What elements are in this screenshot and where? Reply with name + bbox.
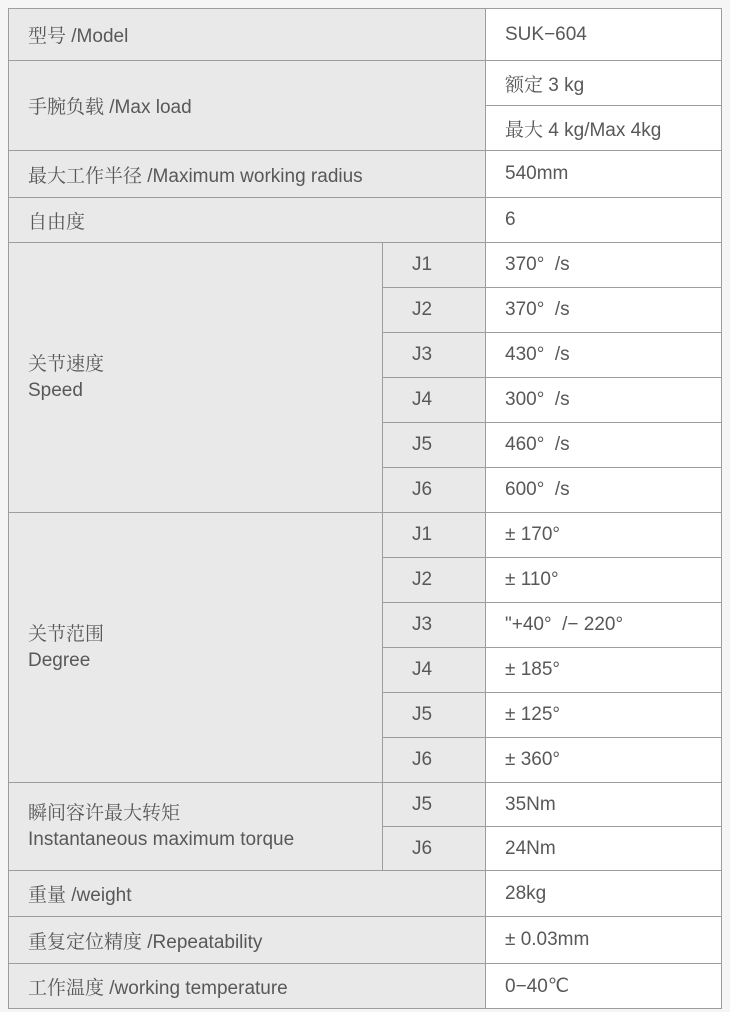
speed-j1-value: 370° /s <box>486 243 722 288</box>
degree-label <box>9 513 383 783</box>
speed-j5-joint: J5 <box>383 423 486 468</box>
weight-value: 28kg <box>486 871 722 917</box>
table-row-dof <box>9 198 722 243</box>
degree-j2-joint: J2 <box>383 558 486 603</box>
temperature-value: 0−40℃ <box>486 964 722 1009</box>
torque-label-en: Instantaneous maximum torque <box>28 828 295 850</box>
speed-j3-joint: J3 <box>383 333 486 378</box>
max-load-max-value: 最大 4 kg/Max 4kg <box>486 106 722 151</box>
degree-j4-value: ± 185° <box>486 648 722 693</box>
table-row-torque-j5 <box>9 783 722 827</box>
degree-j6-joint: J6 <box>383 738 486 783</box>
speed-j6-joint: J6 <box>383 468 486 513</box>
table-row-max-load <box>9 61 722 106</box>
temperature-label: 工作温度 /working temperature <box>9 964 486 1009</box>
dof-value: 6 <box>486 198 722 243</box>
radius-label: 最大工作半径 /Maximum working radius <box>9 151 486 198</box>
degree-j5-value: ± 125° <box>486 693 722 738</box>
torque-j5-joint: J5 <box>383 783 486 827</box>
weight-label: 重量 /weight <box>9 871 486 917</box>
degree-j3-joint: J3 <box>383 603 486 648</box>
speed-j2-value: 370° /s <box>486 288 722 333</box>
speed-j5-value: 460° /s <box>486 423 722 468</box>
torque-label <box>9 783 383 871</box>
dof-label: 自由度 <box>9 198 486 243</box>
table-row-degree-j1 <box>9 513 722 558</box>
degree-j4-joint: J4 <box>383 648 486 693</box>
table-row-repeatability <box>9 917 722 964</box>
speed-j2-joint: J2 <box>383 288 486 333</box>
table-row-model <box>9 9 722 61</box>
max-load-label: 手腕负载 /Max load <box>9 61 486 151</box>
speed-label-cn: 关节速度 <box>28 353 105 375</box>
degree-j1-joint: J1 <box>383 513 486 558</box>
degree-j3-value: "+40° /− 220° <box>486 603 722 648</box>
model-value: SUK−604 <box>486 9 722 61</box>
table-row-radius <box>9 151 722 198</box>
degree-j5-joint: J5 <box>383 693 486 738</box>
degree-label-cn: 关节范围 <box>28 623 105 645</box>
speed-j4-joint: J4 <box>383 378 486 423</box>
radius-value: 540mm <box>486 151 722 198</box>
speed-j3-value: 430° /s <box>486 333 722 378</box>
torque-label-cn: 瞬间容许最大转矩 <box>28 802 181 824</box>
torque-j6-value: 24Nm <box>486 827 722 871</box>
speed-label-en: Speed <box>28 379 83 401</box>
speed-j4-value: 300° /s <box>486 378 722 423</box>
torque-j5-value: 35Nm <box>486 783 722 827</box>
table-row-temperature <box>9 964 722 1009</box>
model-label: 型号 /Model <box>9 9 486 61</box>
degree-label-en: Degree <box>28 649 91 671</box>
degree-j2-value: ± 110° <box>486 558 722 603</box>
torque-j6-joint: J6 <box>383 827 486 871</box>
repeatability-label: 重复定位精度 /Repeatability <box>9 917 486 964</box>
table-row-weight <box>9 871 722 917</box>
speed-j6-value: 600° /s <box>486 468 722 513</box>
degree-j1-value: ± 170° <box>486 513 722 558</box>
repeatability-value: ± 0.03mm <box>486 917 722 964</box>
robot-spec-table <box>8 8 722 1009</box>
speed-j1-joint: J1 <box>383 243 486 288</box>
speed-label <box>9 243 383 513</box>
max-load-rated-value: 额定 3 kg <box>486 61 722 106</box>
table-row-speed-j1 <box>9 243 722 288</box>
degree-j6-value: ± 360° <box>486 738 722 783</box>
